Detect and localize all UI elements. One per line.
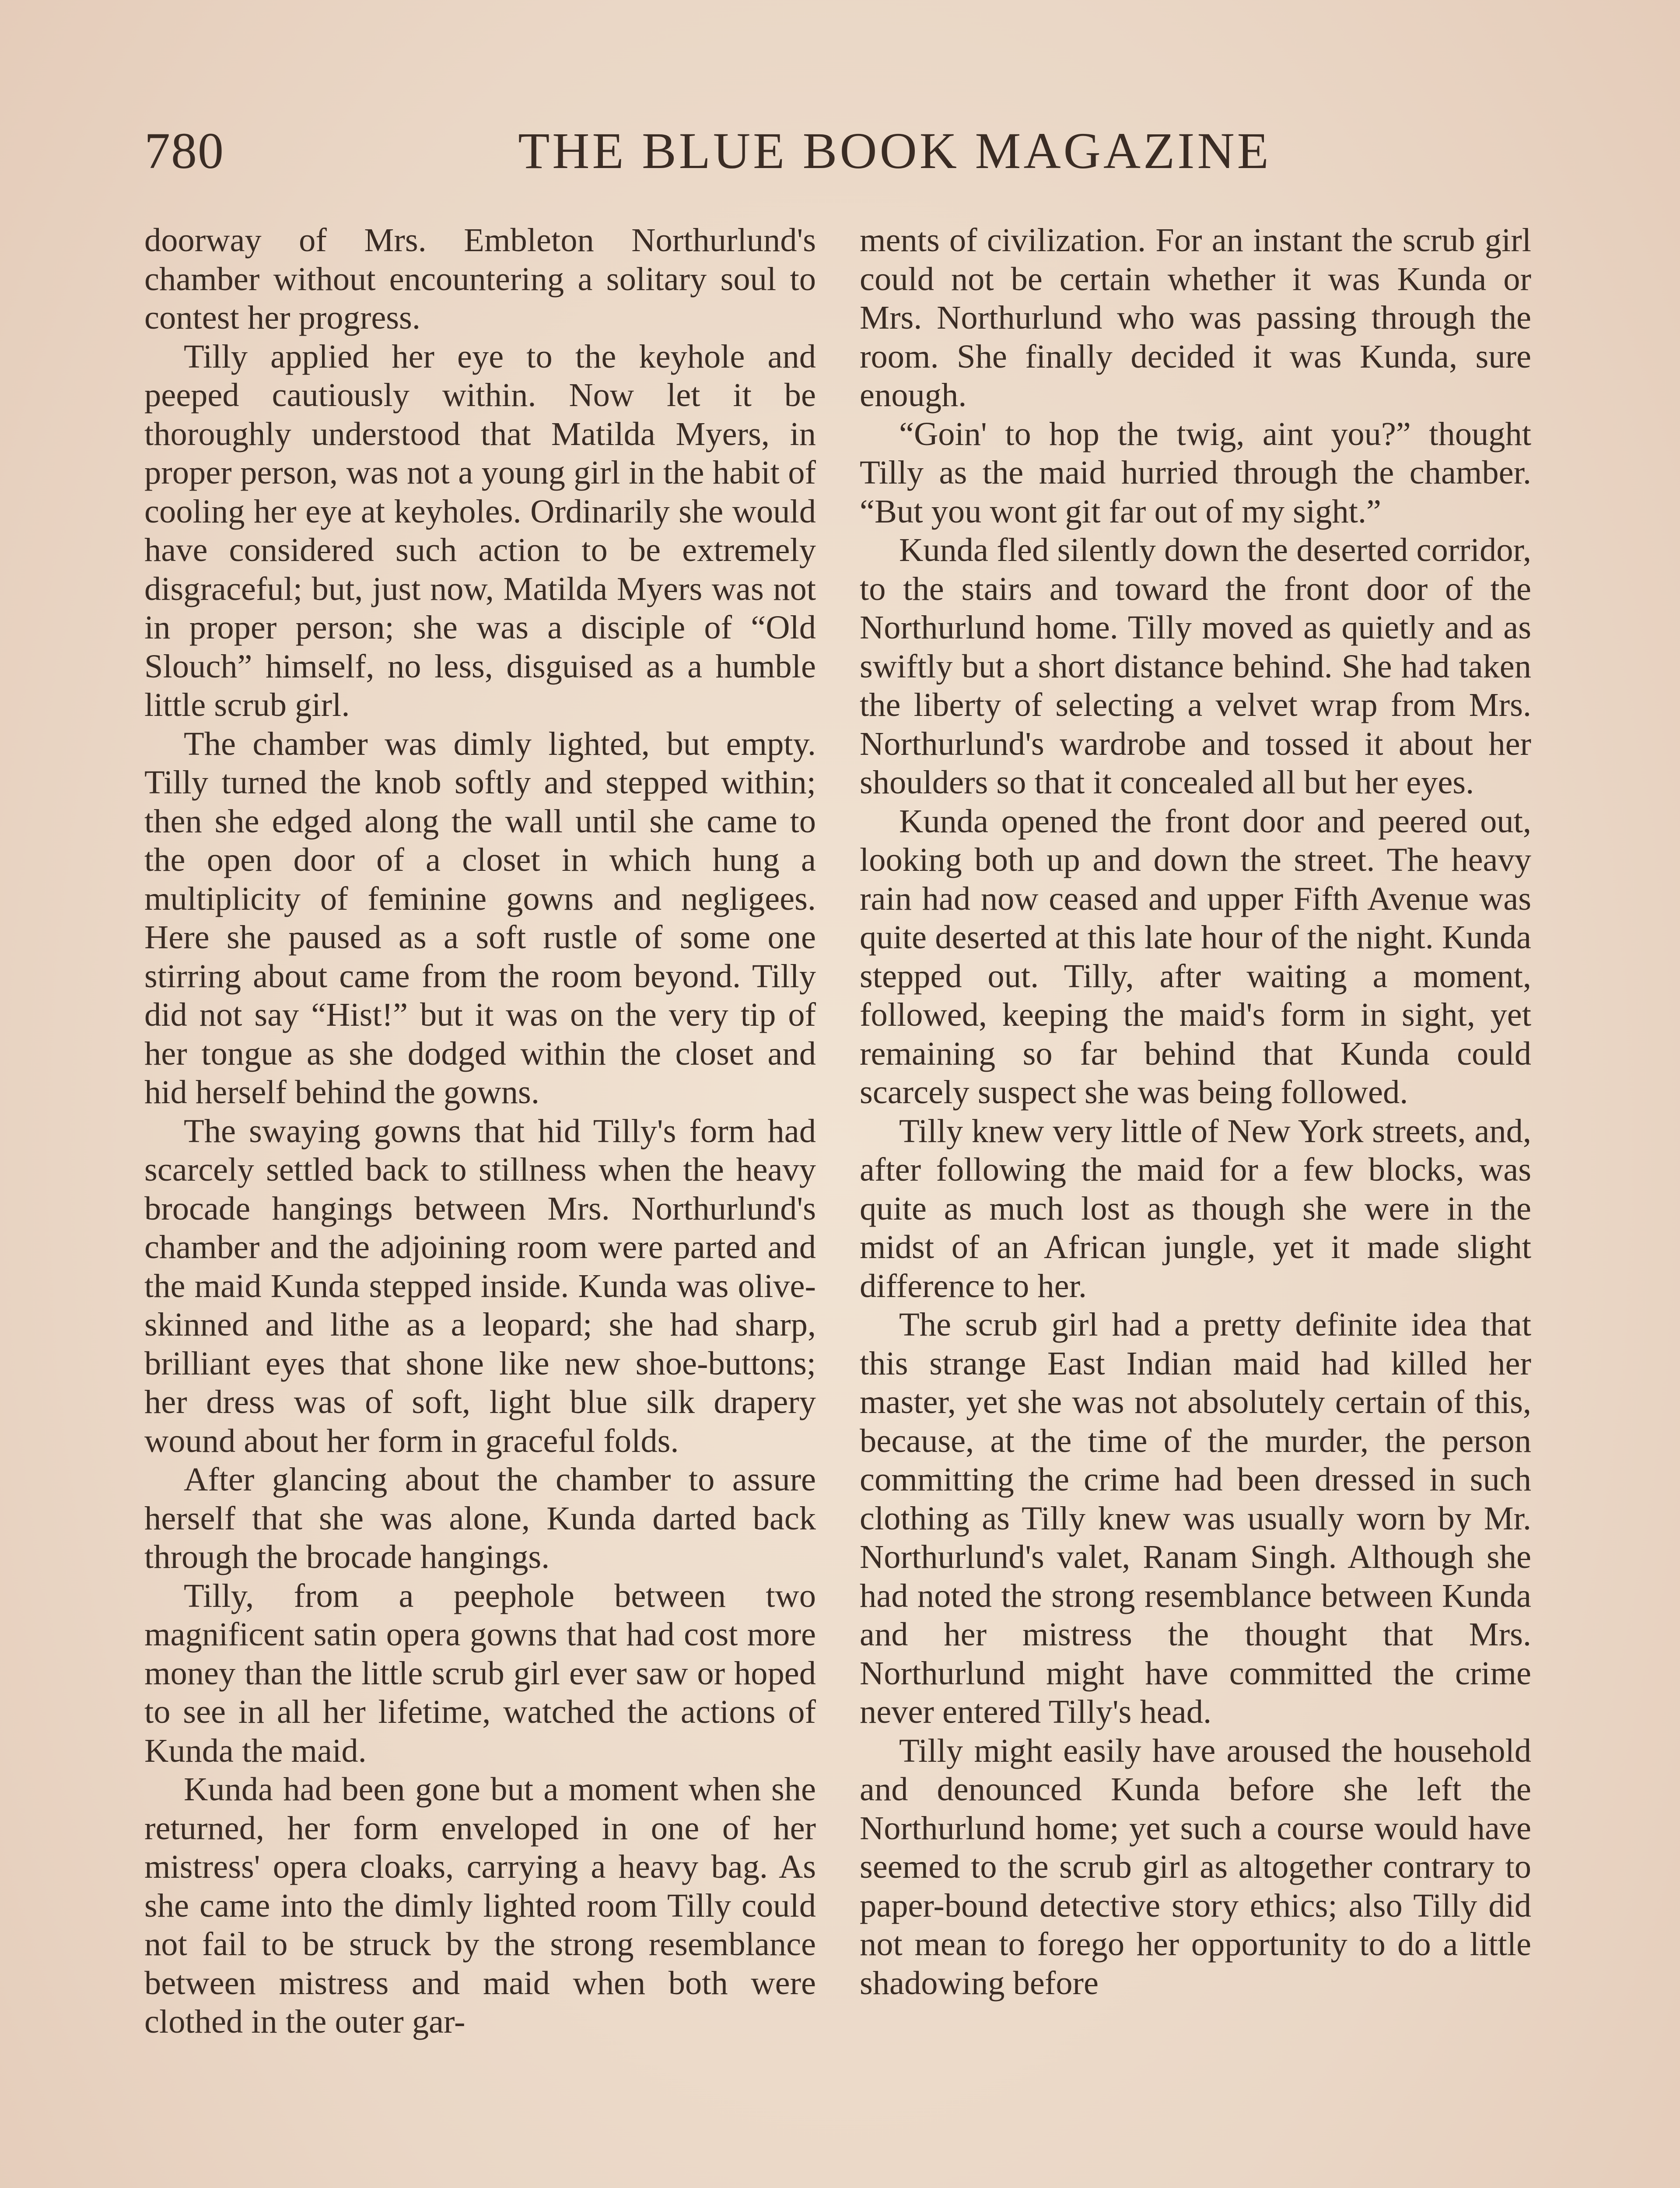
paragraph: The chamber was dimly lighted, but empty. Tilly turned the knob softly and stepped within; then she edged along the wall until she came to the open door of a closet in which hung a multiplicity of feminine gowns and negligees. Here she paused as a soft rustle of some one stirring about came from the room beyond. Tilly did not say “Hist!” but it was on the very tip of her tongue as she dodged within the closet and hid herself behind the gowns. [144,725,816,1111]
paragraph: After glancing about the chamber to assure herself that she was alone, Kunda darted back through the brocade hangings. [144,1461,816,1575]
paragraph: Kunda fled silently down the deserted corridor, to the stairs and toward the front door of the Northurlund home. Tilly moved as quietly and as swiftly but a short distance behind. She had taken the liberty of selecting a velvet wrap from Mrs. Northurlund's wardrobe and tossed it about her shoulders so that it concealed all but her eyes. [860,531,1531,801]
page-header [144,118,1536,184]
paragraph: ments of civilization. For an instant the scrub girl could not be certain whether it was Kunda or Mrs. Northurlund who was passing through the room. She finally decided it was Kunda, sure enough. [860,221,1531,414]
paragraph: Tilly might easily have aroused the household and denounced Kunda before she left the Northurlund home; yet such a course would have seemed to the scrub girl as altogether contrary to paper-bound detective story ethics; also Tilly did not mean to forego her opportunity to do a little shadowing before [860,1732,1531,2002]
magazine-title: THE BLUE BOOK MAGAZINE [518,122,1271,179]
paragraph: Tilly knew very little of New York streets, and, after following the maid for a few blocks, was quite as much lost as though she were in the midst of an African jungle, yet it made slight difference to her. [860,1112,1531,1304]
paragraph: “Goin' to hop the twig, aint you?” thought Tilly as the maid hurried through the chamber. “But you wont git far out of my sight.” [860,415,1531,530]
paragraph: The scrub girl had a pretty definite idea that this strange East Indian maid had killed her master, yet she was not absolutely certain of this, because, at the time of the murder, the person committing the crime had been dressed in such clothing as Tilly knew was usually worn by Mr. Northurlund's valet, Ranam Singh. Although she had noted the strong resemblance between Kunda and her mistress the thought that Mrs. Northurlund might have committed the crime never entered Tilly's head. [860,1306,1531,1730]
paragraph: Kunda opened the front door and peered out, looking both up and down the street. The heavy rain had now ceased and upper Fifth Avenue was quite deserted at this late hour of the night. Kunda stepped out. Tilly, after waiting a moment, followed, keeping the maid's form in sight, yet remaining so far behind that Kunda could scarcely suspect she was being followed. [860,802,1531,1111]
paragraph: Kunda had been gone but a moment when she returned, her form enveloped in one of her mistress' opera cloaks, carrying a heavy bag. As she came into the dimly lighted room Tilly could not fail to be struck by the strong resemblance between mistress and maid when both were clothed in the outer gar- [144,1771,816,2040]
page-number: 780 [144,122,224,179]
left-column [144,221,816,2041]
right-column [860,221,1531,2002]
paragraph: Tilly, from a peephole between two magnificent satin opera gowns that had cost more money than the little scrub girl ever saw or hoped to see in all her lifetime, watched the actions of Kunda the maid. [144,1577,816,1769]
paragraph: doorway of Mrs. Embleton Northurlund's chamber without encountering a solitary soul to contest her progress. [144,221,816,336]
paragraph: The swaying gowns that hid Tilly's form had scarcely settled back to stillness when the heavy brocade hangings between Mrs. Northurlund's chamber and the adjoining room were parted and the maid Kunda stepped inside. Kunda was olive-skinned and lithe as a leopard; she had sharp, brilliant eyes that shone like new shoe-buttons; her dress was of soft, light blue silk drapery wound about her form in graceful folds. [144,1112,816,1459]
paragraph: Tilly applied her eye to the keyhole and peeped cautiously within. Now let it be thoroughly understood that Matilda Myers, in proper person, was not a young girl in the habit of cooling her eye at keyholes. Ordinarily she would have considered such action to be extremely disgraceful; but, just now, Matilda Myers was not in proper person; she was a disciple of “Old Slouch” himself, no less, disguised as a humble little scrub girl. [144,337,816,723]
